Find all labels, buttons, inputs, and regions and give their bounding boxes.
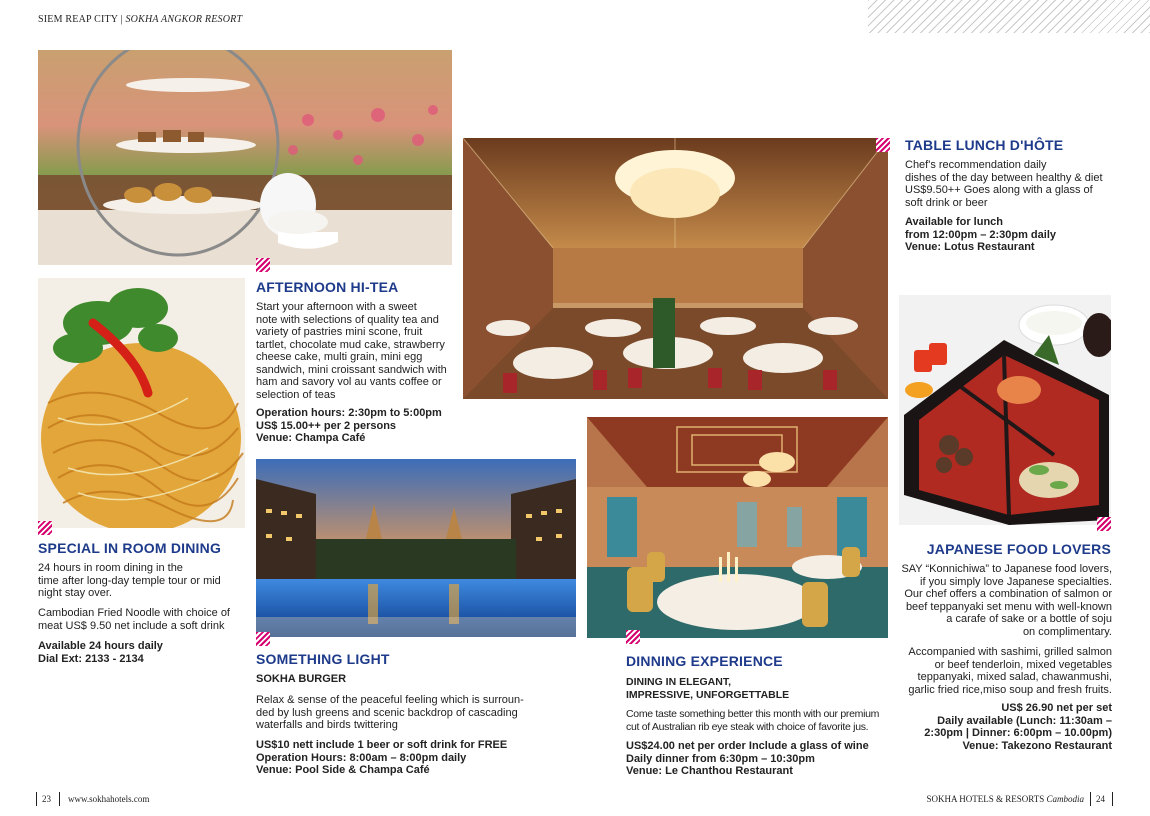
table-lunch-description: Chef's recommendation daily dishes of the day between healthy & diet US$9.50++ Goes along with a glass of soft drink or beer	[905, 159, 1103, 209]
something-light-description: Relax & sense of the peaceful feeling which is surroun- ded by lush greens and scenic backdrop of cascading waterfalls and birds twittering	[256, 694, 524, 731]
japanese-info: US$ 26.90 net per set Daily available (Lunch: 11:30am – 2:30pm | Dinner: 6:00pm – 10.00pm) Venue: Takezono Restaurant	[924, 702, 1112, 752]
accent-mark	[876, 138, 890, 152]
accent-mark	[256, 632, 270, 646]
page-number-right: 24	[1096, 794, 1105, 804]
table-lunch-title: TABLE LUNCH D'HÔTE	[905, 137, 1064, 153]
japanese-accompaniment: Accompanied with sashimi, grilled salmon or beef tenderloin, mixed vegetables teppanyaki, mixed salad, chawanmushi, garlic fried rice,miso soup and fresh fruits.	[908, 646, 1112, 696]
footer-divider	[36, 792, 37, 806]
decorative-stripes	[868, 0, 1150, 33]
afternoon-tea-photo	[38, 50, 452, 265]
footer-brand: SOKHA HOTELS & RESORTS Cambodia	[926, 794, 1084, 804]
header-city: SIEM REAP CITY |	[38, 14, 123, 25]
dinning-title: DINNING EXPERIENCE	[626, 653, 783, 669]
dinning-subtitle: DINING IN ELEGANT, IMPRESSIVE, UNFORGETTABLE	[626, 676, 790, 701]
dinning-description: Come taste something better this month with our premium cut of Australian rib eye steak with choice of favorite jus.	[626, 708, 880, 733]
room-dining-offer: Cambodian Fried Noodle with choice of meat US$ 9.50 net include a soft drink	[38, 607, 230, 632]
footer-divider	[1090, 792, 1091, 806]
something-light-info: US$10 nett include 1 beer or soft drink for FREE Operation Hours: 8:00am – 8:00pm daily Venue: Pool Side & Champa Café	[256, 739, 508, 776]
fried-noodle-photo	[38, 278, 245, 528]
footer-divider	[59, 792, 60, 806]
japanese-bento-photo	[899, 295, 1111, 525]
dinning-info: US$24.00 net per order Include a glass of wine Daily dinner from 6:30pm – 10:30pm Venue: Le Chanthou Restaurant	[626, 740, 869, 777]
website-link[interactable]: www.sokhahotels.com	[68, 794, 150, 804]
room-dining-info: Available 24 hours daily Dial Ext: 2133 - 2134	[38, 640, 163, 665]
room-dining-description: 24 hours in room dining in the time after long-day temple tour or mid night stay over.	[38, 562, 221, 599]
accent-mark	[1097, 517, 1111, 531]
page-header	[38, 14, 242, 25]
japanese-title: JAPANESE FOOD LOVERS	[926, 541, 1111, 557]
accent-mark	[256, 258, 270, 272]
accent-mark	[626, 630, 640, 644]
something-light-subtitle: SOKHA BURGER	[256, 673, 347, 685]
table-lunch-info: Available for lunch from 12:00pm – 2:30pm daily Venue: Lotus Restaurant	[905, 216, 1057, 253]
room-dining-title: SPECIAL IN ROOM DINING	[38, 540, 222, 556]
header-resort: SOKHA ANGKOR RESORT	[125, 14, 243, 25]
afternoon-info: Operation hours: 2:30pm to 5:00pm US$ 15.00++ per 2 persons Venue: Champa Café	[256, 407, 442, 444]
lotus-restaurant-photo	[463, 138, 888, 399]
page-number-left: 23	[42, 794, 51, 804]
japanese-description: SAY “Konnichiwa” to Japanese food lovers, if you simply love Japanese specialties. Our chef offers a combination of salmon or beef teppanyaki set menu with well-known a carafe of sake or a bottle of soju on complimentary.	[901, 563, 1112, 638]
footer-divider	[1112, 792, 1113, 806]
le-chanthou-photo	[587, 417, 888, 638]
afternoon-description: Start your afternoon with a sweet note with selections of quality tea and variety of pastries mini scone, fruit tartlet, chocolate mud cake, strawberry cheese cake, multi grain, mini egg sandwich, mini croissant sandwich with ham and savory vol au vants coffee or selection of teas	[256, 301, 447, 401]
accent-mark	[38, 521, 52, 535]
afternoon-title: AFTERNOON HI-TEA	[256, 279, 399, 295]
something-light-title: SOMETHING LIGHT	[256, 651, 390, 667]
pool-side-photo	[256, 459, 576, 637]
